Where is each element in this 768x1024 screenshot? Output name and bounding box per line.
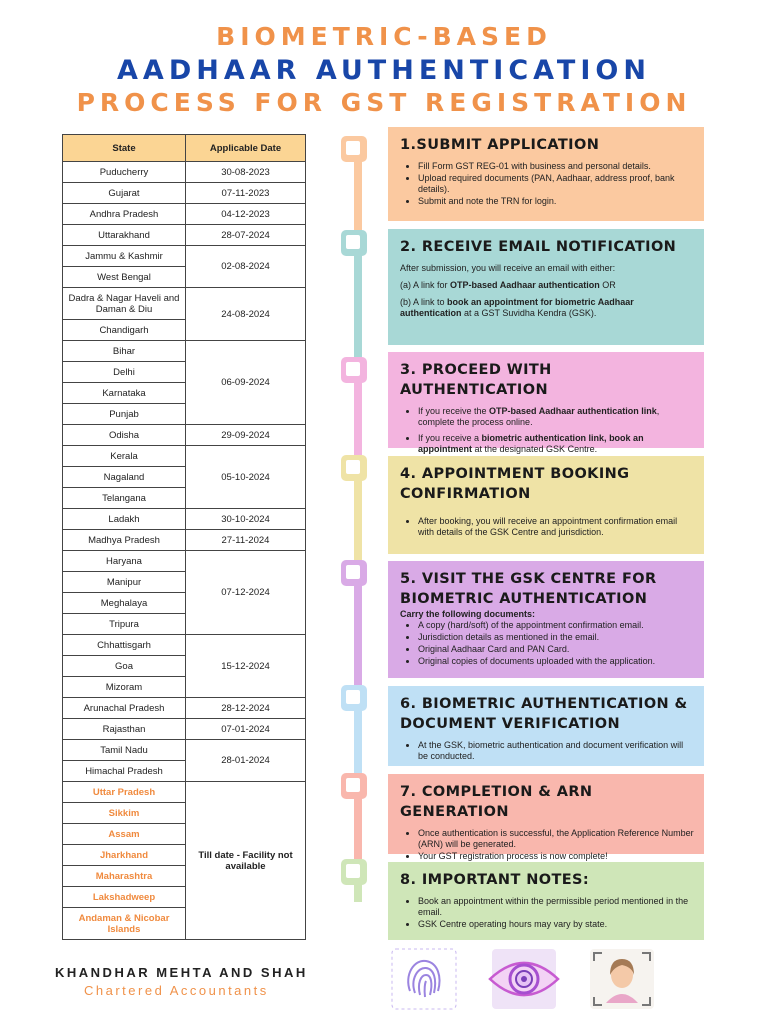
step-subheading: Carry the following documents: [400,609,536,619]
table-cell-state: Chhattisgarh [63,635,186,656]
table-cell-state: Jharkhand [63,845,186,866]
table-cell-state: Manipur [63,572,186,593]
timeline-node-1 [341,136,367,162]
step-title: 8. IMPORTANT NOTES: [400,872,590,888]
step-bullets [400,896,694,930]
table-cell-state: Madhya Pradesh [63,530,186,551]
timeline-segment [354,371,362,468]
step-bullet: • Upload required documents (PAN, Aadhaar, address proof, bank details). [418,173,694,195]
option-b: (b) A link to book an appointment for biometric Aadhaar authentication at a GST Suvidha Kendra (GSK). [400,297,634,318]
step-bullet: • At the GSK, biometric authentication and document verification will be conducted. [418,740,694,762]
timeline-segment [354,148,362,243]
step-title: 7. COMPLETION & ARN GENERATION [400,784,593,820]
step-intro: After submission, you will receive an email with either: [400,263,616,273]
table-cell-state: Chandigarh [63,320,186,341]
timeline-node-3 [341,357,367,383]
option-a: (a) A link for OTP-based Aadhaar authentication OR [400,280,616,290]
face-scan-icon [586,945,658,1013]
table-cell-date: 07-11-2023 [186,183,306,204]
header-date: Applicable Date [186,135,306,162]
timeline-node-4 [341,455,367,481]
step-card-4 [388,456,704,554]
timeline-node-5 [341,560,367,586]
step-card-5 [388,561,704,678]
table-cell-state: Haryana [63,551,186,572]
step-bullets [400,620,694,667]
table-cell-date: 28-01-2024 [186,740,306,782]
table-cell-state: Ladakh [63,509,186,530]
table-cell-state: Goa [63,656,186,677]
step-title: 6. BIOMETRIC AUTHENTICATION & DOCUMENT VERIFICATION [400,696,688,732]
step-bullet: • Original copies of documents uploaded with the application. [418,656,694,667]
table-cell-state: Himachal Pradesh [63,761,186,782]
header-state: State [63,135,186,162]
table-cell-state: Nagaland [63,467,186,488]
step-title: 3. PROCEED WITH AUTHENTICATION [400,362,552,398]
firm-tagline: Chartered Accountants [84,983,269,998]
table-cell-date: 30-08-2023 [186,162,306,183]
eye-scan-icon [484,945,564,1013]
table-cell-date: 04-12-2023 [186,204,306,225]
table-cell-date: 07-12-2024 [186,551,306,635]
step-bullet: • Once authentication is successful, the Application Reference Number (ARN) will be generated. [418,828,694,850]
title-line-1: BIOMETRIC-BASED [216,22,552,51]
table-cell-state: Arunachal Pradesh [63,698,186,719]
step-bullets [400,740,694,762]
title-line-2: AADHAAR AUTHENTICATION [117,55,651,86]
table-cell-date: 29-09-2024 [186,425,306,446]
step-bullet: • GSK Centre operating hours may vary by state. [418,919,694,930]
step-card-8 [388,862,704,940]
table-cell-state: Jammu & Kashmir [63,246,186,267]
step-bullet: • Jurisdiction details as mentioned in the email. [418,632,694,643]
step-bullet: • If you receive a biometric authentication link, book an appointment at the designated GSK Centre. [418,433,694,455]
table-cell-date: 07-01-2024 [186,719,306,740]
timeline-node-2 [341,230,367,256]
step-card-1 [388,127,704,221]
table-cell-state: Uttarakhand [63,225,186,246]
table-cell-state: Karnataka [63,383,186,404]
table-cell-state: Andaman & Nicobar Islands [63,908,186,940]
table-cell-date: 05-10-2024 [186,446,306,509]
table-header-row [63,135,306,162]
table-cell-date: 30-10-2024 [186,509,306,530]
table-cell-state: Gujarat [63,183,186,204]
table-cell-state: Tripura [63,614,186,635]
step-card-7 [388,774,704,861]
table-cell-state: Punjab [63,404,186,425]
table-cell-state: Maharashtra [63,866,186,887]
firm-name: KHANDHAR MEHTA AND SHAH [55,965,308,980]
timeline-node-8 [341,859,367,885]
step-bullet: • Your GST registration process is now complete! [418,851,694,862]
table-cell-date: 02-08-2024 [186,246,306,288]
table-cell-state: Andhra Pradesh [63,204,186,225]
step-title: 4. APPOINTMENT BOOKING CONFIRMATION [400,466,630,502]
table-cell-date: 27-11-2024 [186,530,306,551]
table-cell-state: Uttar Pradesh [63,782,186,803]
states-table [62,134,306,940]
table-cell-state: Tamil Nadu [63,740,186,761]
table-cell-state: Rajasthan [63,719,186,740]
table-cell-date: 06-09-2024 [186,341,306,425]
table-cell-date: 28-07-2024 [186,225,306,246]
fingerprint-icon [388,945,460,1013]
step-bullet: • Submit and note the TRN for login. [418,196,694,207]
table-cell-date: 24-08-2024 [186,288,306,341]
step-bullet: • If you receive the OTP-based Aadhaar authentication link, complete the process online. [418,406,694,428]
table-cell-state: Mizoram [63,677,186,698]
step-bullet: • After booking, you will receive an appointment confirmation email with details of the GSK Centre and jurisdiction. [418,516,694,538]
timeline-node-6 [341,685,367,711]
table-cell-state: Assam [63,824,186,845]
table-cell-state: Meghalaya [63,593,186,614]
step-card-3 [388,352,704,454]
step-bullets [400,406,694,455]
table-cell-state: Lakshadweep [63,887,186,908]
step-bullets [400,516,694,538]
table-cell-state: Telangana [63,488,186,509]
step-card-6 [388,686,704,766]
step-bullet: • A copy (hard/soft) of the appointment confirmation email. [418,620,694,631]
table-cell-date: 15-12-2024 [186,635,306,698]
timeline-node-7 [341,773,367,799]
table-cell-state: Sikkim [63,803,186,824]
step-bullet: • Fill Form GST REG-01 with business and personal details. [418,161,694,172]
table-cell-state: Delhi [63,362,186,383]
table-cell-state: Puducherry [63,162,186,183]
timeline-segment [354,574,362,698]
table-cell-state: Bihar [63,341,186,362]
table-cell-date: Till date - Facility not available [186,782,306,940]
step-title: 5. VISIT THE GSK CENTRE FOR BIOMETRIC AUTHENTICATION [400,571,657,607]
step-bullets [400,828,694,862]
timeline-segment [354,243,362,371]
step-card-2 [388,229,704,345]
timeline-segment [354,468,362,574]
title-line-3: PROCESS FOR GST REGISTRATION [76,88,692,117]
step-bullet: • Original Aadhaar Card and PAN Card. [418,644,694,655]
step-title: 1.SUBMIT APPLICATION [400,137,600,153]
step-title: 2. RECEIVE EMAIL NOTIFICATION [400,239,677,255]
step-bullets [400,161,694,207]
table-cell-state: Odisha [63,425,186,446]
table-cell-state: West Bengal [63,267,186,288]
step-bullet: • Book an appointment within the permissible period mentioned in the email. [418,896,694,918]
table-cell-state: Dadra & Nagar Haveli and Daman & Diu [63,288,186,320]
table-cell-date: 28-12-2024 [186,698,306,719]
table-cell-state: Kerala [63,446,186,467]
